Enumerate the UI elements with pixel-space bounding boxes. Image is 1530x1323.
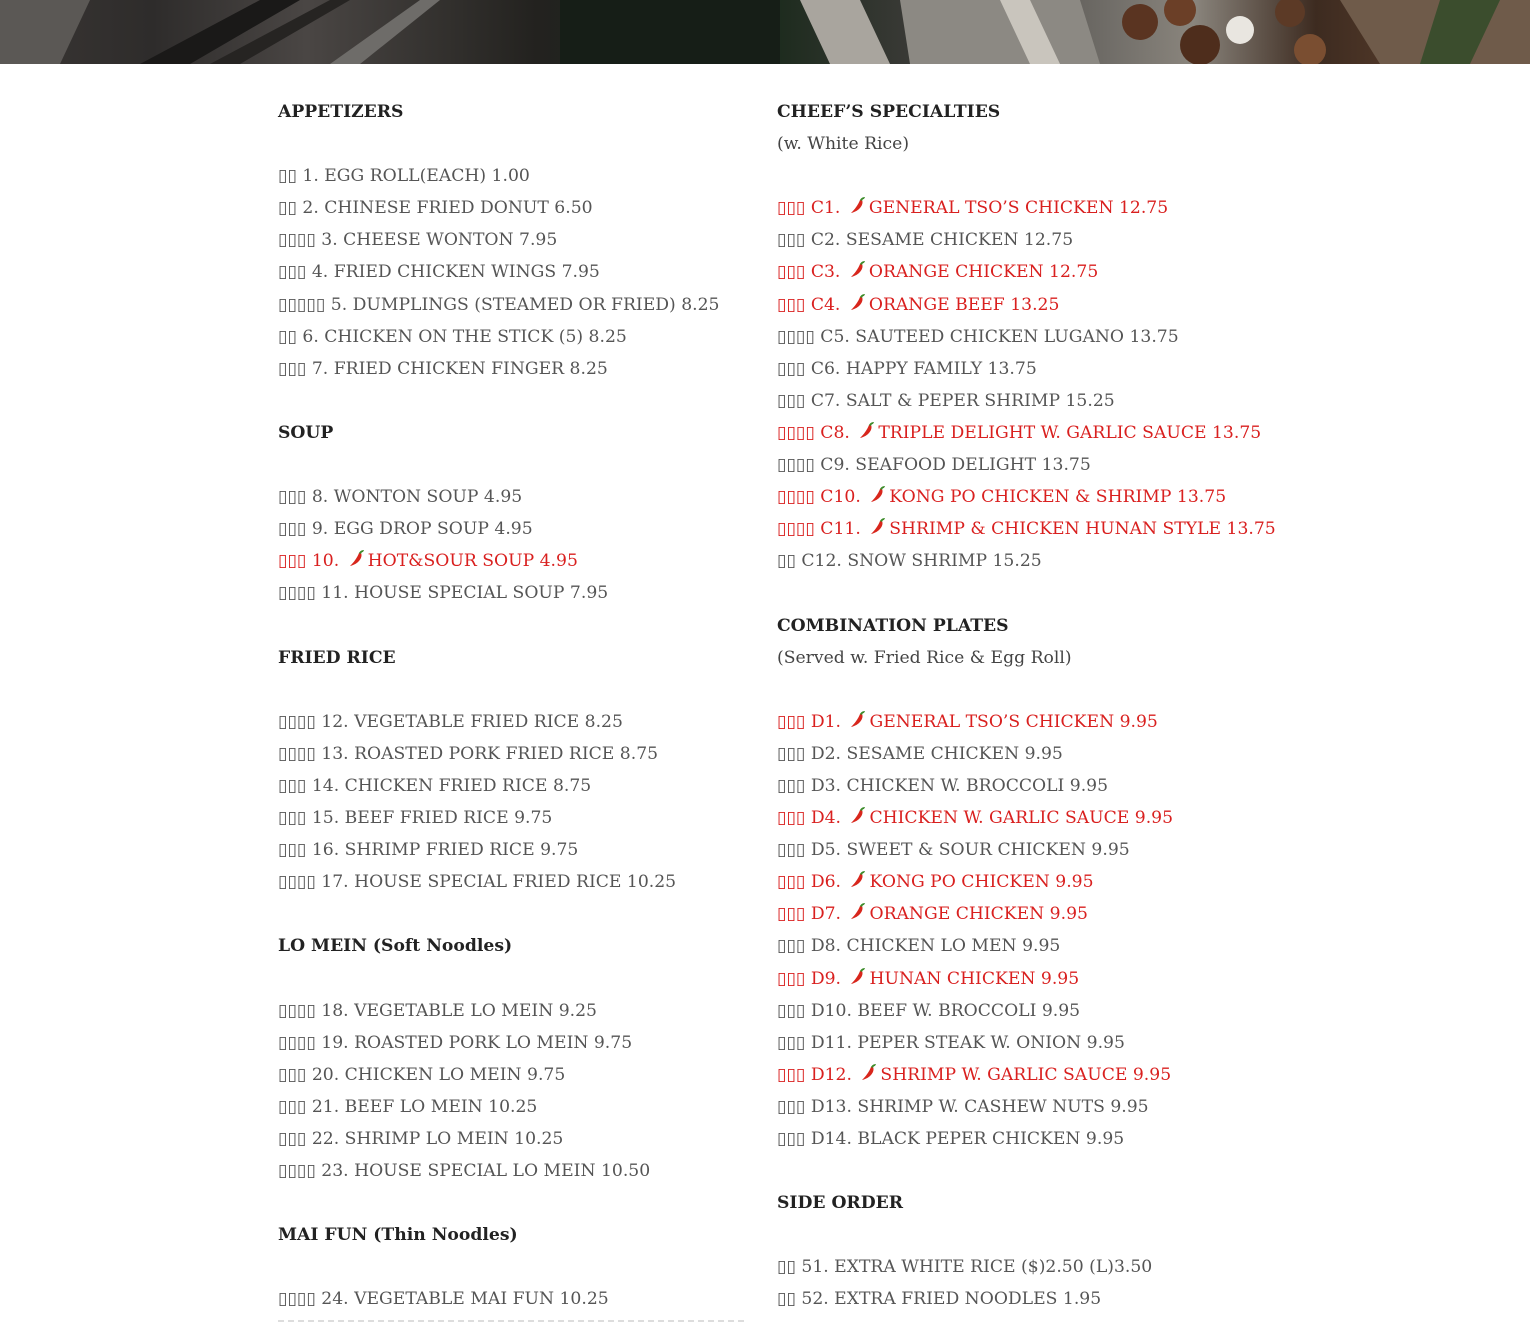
menu-item-name: SHRIMP & CHICKEN HUNAN STYLE 13.75 [889,519,1276,540]
menu-item: ▯▯▯▯ C5. SAUTEED CHICKEN LUGANO 13.75 [777,326,1179,347]
section-heading: SIDE ORDER [777,1193,903,1214]
menu-item-spicy [777,963,1247,995]
menu-item-spicy [777,898,1247,930]
menu-item: ▯▯▯▯▯ 5. DUMPLINGS (STEAMED OR FRIED) 8.25 [278,294,720,315]
menu-item-spicy [777,513,1276,545]
spacer [278,963,748,995]
menu-item-name: GENERAL TSO’S CHICKEN 9.95 [869,711,1158,732]
menu-item: ▯▯▯▯ 18. VEGETABLE LO MEIN 9.25 [278,1000,597,1021]
spacer [777,160,1247,192]
menu-item-number: ▯▯▯ C3. [777,262,846,283]
menu-item-name: GENERAL TSO’S CHICKEN 12.75 [868,198,1169,219]
menu-item-spicy [278,545,748,577]
menu-item-number: ▯▯▯ D12. [777,1064,858,1085]
menu-item-number: ▯▯▯ D6. [777,872,847,893]
menu-item: ▯▯ 1. EGG ROLL(EACH) 1.00 [278,166,530,187]
spacer [278,1251,748,1283]
cut-off-row [278,1318,748,1323]
spacer [278,1187,748,1219]
section-subtitle: (w. White Rice) [777,134,910,155]
menu-item-number: ▯▯▯▯ C11. [777,519,867,540]
menu-item-number: ▯▯▯▯ C8. [777,422,856,443]
menu-item-name: CHICKEN W. GARLIC SAUCE 9.95 [869,808,1174,829]
section-heading: FRIED RICE [278,647,396,668]
menu-column-right [777,96,1276,1316]
menu-item-spicy [777,866,1247,898]
spacer [777,1155,1247,1187]
menu-item: ▯▯▯ 14. CHICKEN FRIED RICE 8.75 [278,775,592,796]
menu-item: ▯▯▯▯ 24. VEGETABLE MAI FUN 10.25 [278,1289,609,1310]
menu-item-name: KONG PO CHICKEN 9.95 [869,872,1094,893]
menu-column-left [278,96,748,1316]
menu-item-name: ORANGE CHICKEN 9.95 [869,904,1088,925]
chili-pepper-icon [848,292,868,312]
menu-item-name: HOT&SOUR SOUP 4.95 [367,551,578,572]
menu-item-number: ▯▯▯ C1. [777,198,846,219]
chili-pepper-icon [857,420,877,440]
menu-item: ▯▯▯▯ 23. HOUSE SPECIAL LO MEIN 10.50 [278,1161,651,1182]
menu-item: ▯▯▯ 8. WONTON SOUP 4.95 [278,487,523,508]
chili-pepper-icon [347,548,367,568]
section-subtitle: (Served w. Fried Rice & Egg Roll) [777,647,1072,668]
menu-item-name: SHRIMP W. GARLIC SAUCE 9.95 [880,1064,1172,1085]
menu-item: ▯▯▯▯ 11. HOUSE SPECIAL SOUP 7.95 [278,583,609,604]
menu-item-name: KONG PO CHICKEN & SHRIMP 13.75 [889,487,1227,508]
chili-pepper-icon [848,901,868,921]
section-heading: SOUP [278,422,334,443]
menu-item: ▯▯▯▯ 13. ROASTED PORK FRIED RICE 8.75 [278,743,659,764]
chili-pepper-icon [848,966,868,986]
section-heading: MAI FUN (Thin Noodles) [278,1225,518,1246]
chili-pepper-icon [848,869,868,889]
spacer [278,610,748,642]
menu-item: ▯▯▯ 16. SHRIMP FRIED RICE 9.75 [278,840,579,861]
menu-item: ▯▯▯ 22. SHRIMP LO MEIN 10.25 [278,1129,564,1149]
menu-item-spicy [777,192,1247,224]
menu-item: ▯▯▯▯ 12. VEGETABLE FRIED RICE 8.25 [278,711,623,732]
menu-item: ▯▯ 51. EXTRA WHITE RICE ($)2.50 (L)3.50 [777,1257,1153,1278]
food-photo-banner [0,0,1530,64]
chili-pepper-icon [848,805,868,825]
menu-item: ▯▯▯▯ 3. CHEESE WONTON 7.95 [278,230,558,251]
menu-item: ▯▯▯ D5. SWEET & SOUR CHICKEN 9.95 [777,840,1130,861]
menu-item-number: ▯▯▯▯ C10. [777,487,867,508]
menu-item: ▯▯▯ 21. BEEF LO MEIN 10.25 [278,1096,538,1117]
section-heading: CHEEF’S SPECIALTIES [777,102,1001,122]
spacer [777,1219,1247,1251]
menu-item-spicy [777,417,1262,449]
menu-item: ▯▯▯▯ C9. SEAFOOD DELIGHT 13.75 [777,455,1091,476]
menu-item: ▯▯▯ C6. HAPPY FAMILY 13.75 [777,358,1037,379]
menu-item: ▯▯▯ D2. SESAME CHICKEN 9.95 [777,743,1063,764]
menu-item: ▯▯ 2. CHINESE FRIED DONUT 6.50 [278,198,593,219]
spacer [278,128,748,160]
chili-pepper-icon [868,516,888,536]
chili-pepper-icon [848,709,868,729]
menu-item-number: ▯▯▯ D9. [777,968,847,989]
menu-item: ▯▯▯ 15. BEEF FRIED RICE 9.75 [278,808,553,829]
banner-photo-illustration [0,0,1530,64]
menu-item: ▯▯▯▯ 19. ROASTED PORK LO MEIN 9.75 [278,1032,633,1053]
menu-item-spicy [777,802,1247,834]
menu-item: ▯▯ C12. SNOW SHRIMP 15.25 [777,551,1042,572]
chili-pepper-icon [859,1062,879,1082]
spacer [278,898,748,930]
menu-item-name: ORANGE BEEF 13.25 [868,294,1060,315]
menu-item: ▯▯▯ 9. EGG DROP SOUP 4.95 [278,519,533,540]
menu-item: ▯▯▯▯ 17. HOUSE SPECIAL FRIED RICE 10.25 [278,872,677,893]
menu-item: ▯▯▯ D8. CHICKEN LO MEN 9.95 [777,936,1061,957]
menu-item: ▯▯▯ D3. CHICKEN W. BROCCOLI 9.95 [777,775,1109,796]
spacer [278,385,748,417]
menu-item: ▯▯▯ 4. FRIED CHICKEN WINGS 7.95 [278,262,600,283]
menu-item-spicy [777,706,1247,738]
menu-item: ▯▯▯ D10. BEEF W. BROCCOLI 9.95 [777,1000,1081,1021]
menu-item: ▯▯▯ C7. SALT & PEPER SHRIMP 15.25 [777,390,1115,411]
chili-pepper-icon [848,195,868,215]
menu-item-number: ▯▯▯ D7. [777,904,847,925]
menu-item-number: ▯▯▯ D1. [777,711,847,732]
menu-item-spicy [777,481,1247,513]
chili-pepper-icon [868,484,888,504]
spacer [278,449,748,481]
chili-pepper-icon [848,259,868,279]
menu-item: ▯▯▯ C2. SESAME CHICKEN 12.75 [777,230,1074,251]
menu-item-spicy [777,256,1247,288]
menu-item-name: TRIPLE DELIGHT W. GARLIC SAUCE 13.75 [878,422,1262,443]
menu-item-number: ▯▯▯ 10. [278,551,345,572]
spacer [777,577,1247,609]
section-heading: COMBINATION PLATES [777,615,1009,636]
menu-item-spicy [777,289,1247,321]
menu-item-spicy [777,1059,1247,1091]
section-heading: APPETIZERS [278,102,404,122]
menu-item: ▯▯ 6. CHICKEN ON THE STICK (5) 8.25 [278,326,627,347]
menu-item: ▯▯▯ D11. PEPER STEAK W. ONION 9.95 [777,1032,1125,1053]
menu-item-name: HUNAN CHICKEN 9.95 [869,968,1080,989]
menu-item: ▯▯▯ 20. CHICKEN LO MEIN 9.75 [278,1064,566,1085]
menu-item-number: ▯▯▯ C4. [777,294,846,315]
menu-item-number: ▯▯▯ D4. [777,808,847,829]
menu-item: ▯▯▯ D13. SHRIMP W. CASHEW NUTS 9.95 [777,1096,1149,1117]
menu-item: ▯▯▯ D14. BLACK PEPER CHICKEN 9.95 [777,1129,1125,1149]
menu-item: ▯▯ 52. EXTRA FRIED NOODLES 1.95 [777,1289,1102,1310]
spacer [278,674,748,706]
menu-item-name: ORANGE CHICKEN 12.75 [868,262,1099,283]
section-heading: LO MEIN (Soft Noodles) [278,936,513,957]
menu-item: ▯▯▯ 7. FRIED CHICKEN FINGER 8.25 [278,358,608,379]
spacer [777,674,1247,706]
